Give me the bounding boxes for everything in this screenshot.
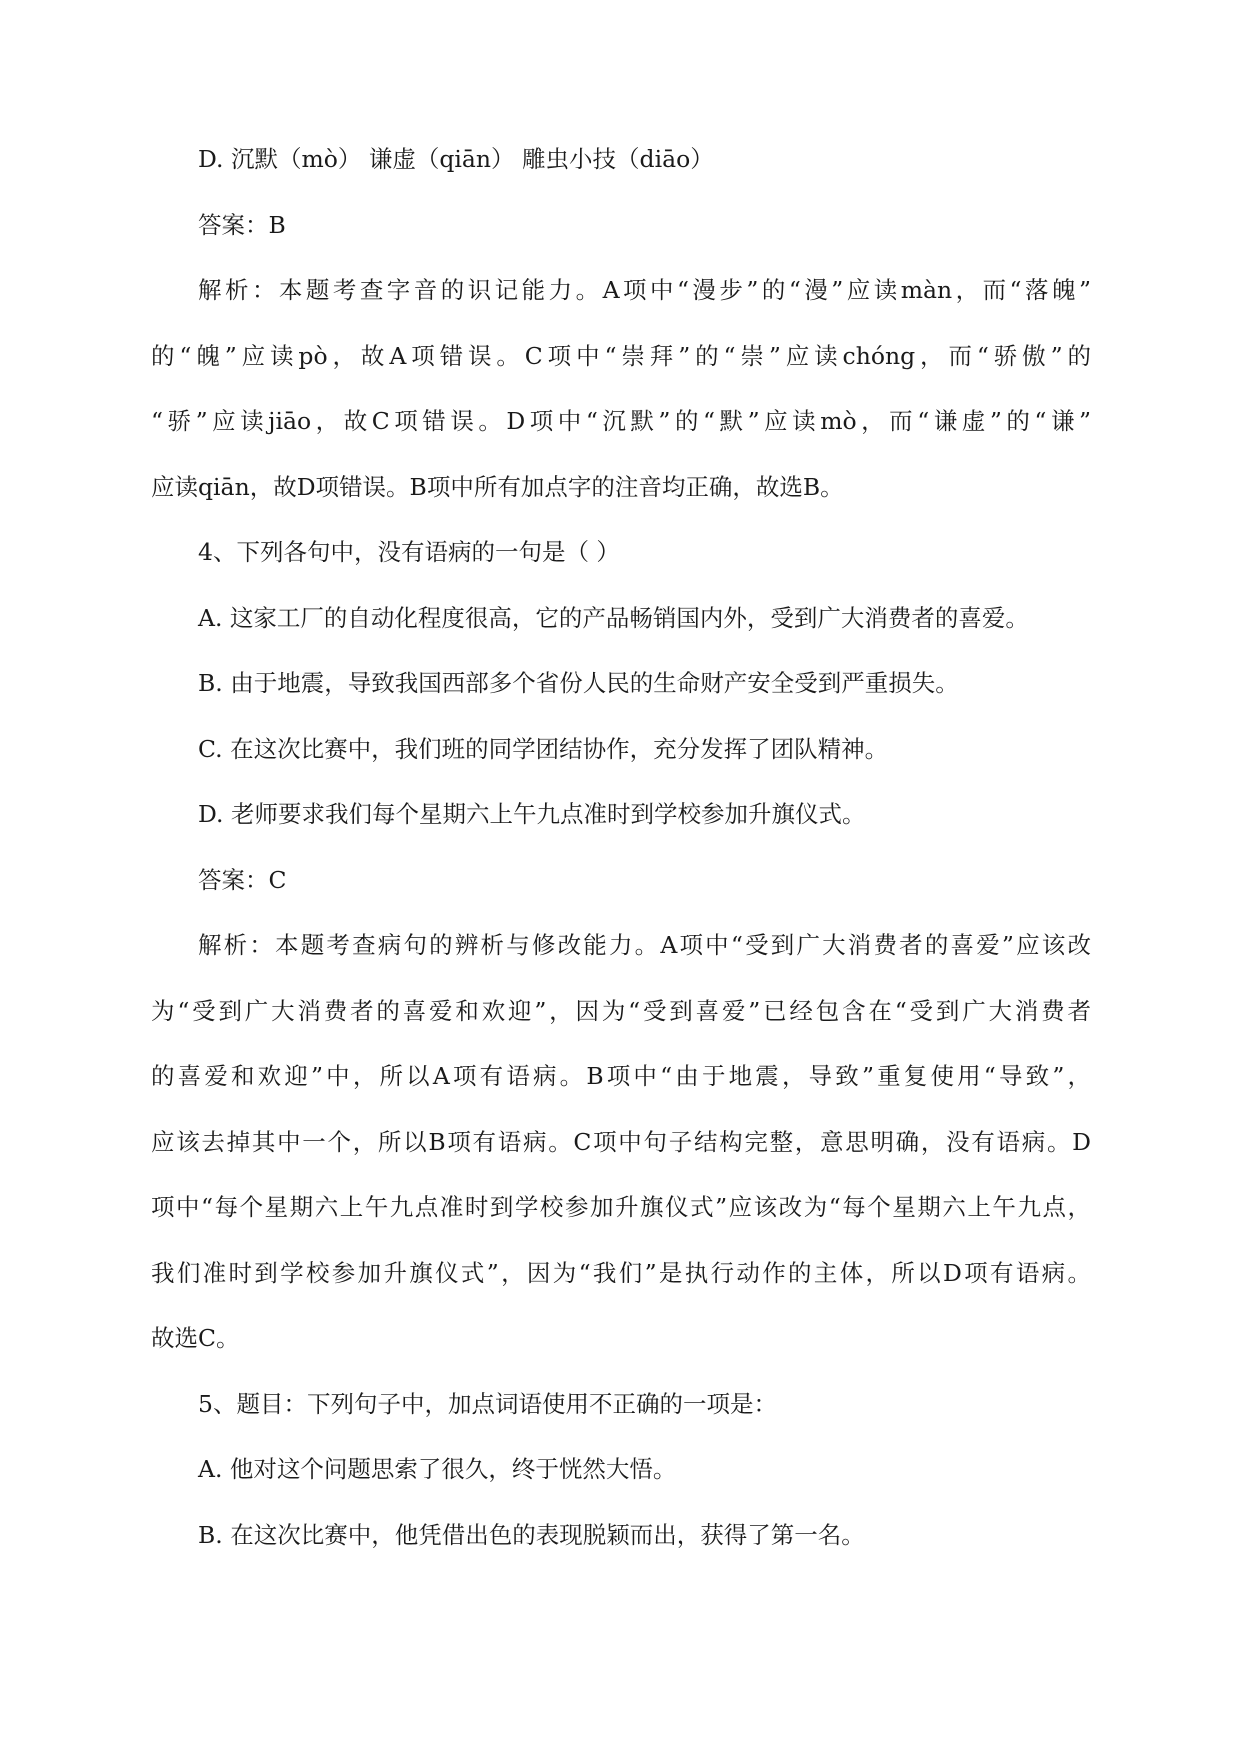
document-body: [151, 144, 1091, 1585]
q4-analysis-line: 为“受到广大消费者的喜爱和欢迎”，因为“受到喜爱”已经包含在“受到广大消费者: [151, 996, 1091, 1025]
q4-option-b: B. 由于地震，导致我国西部多个省份人民的生命财产安全受到严重损失。: [198, 669, 959, 697]
q4-analysis-line: 解析：本题考查病句的辨析与修改能力。A项中“受到广大消费者的喜爱”应该改: [198, 931, 1091, 959]
q4-option-d: D. 老师要求我们每个星期六上午九点准时到学校参加升旗仪式。: [198, 800, 866, 828]
q3-answer: 答案：B: [198, 210, 286, 239]
q4-analysis: [151, 930, 1091, 1389]
q4-analysis-line: 应该去掉其中一个，所以B项有语病。C项中句子结构完整，意思明确，没有语病。D: [151, 1127, 1091, 1156]
q4-analysis-line: 故选C。: [151, 1324, 240, 1352]
q4-analysis-line: 的喜爱和欢迎”中，所以A项有语病。B项中“由于地震，导致”重复使用“导致”，: [151, 1062, 1091, 1090]
q4-option-a: A. 这家工厂的自动化程度很高，它的产品畅销国内外，受到广大消费者的喜爱。: [198, 603, 1029, 632]
q3-analysis-line: 应读qiān，故D项错误。B项中所有加点字的注音均正确，故选B。: [151, 472, 844, 501]
q3-option-d: D. 沉默（mò） 谦虚（qiān） 雕虫小技（diāo）: [198, 145, 714, 173]
q4-analysis-line: 我们准时到学校参加升旗仪式”，因为“我们”是执行动作的主体，所以D项有语病。: [151, 1258, 1091, 1287]
q4-question: 4、下列各句中，没有语病的一句是（ ）: [198, 538, 620, 566]
q4-answer: 答案：C: [198, 865, 287, 894]
q3-analysis-line: 解析：本题考查字音的识记能力。A项中“漫步”的“漫”应读màn，而“落魄”: [198, 276, 1091, 304]
q4-analysis-line: 项中“每个星期六上午九点准时到学校参加升旗仪式”应该改为“每个星期六上午九点，: [151, 1193, 1091, 1221]
q3-analysis-line: “骄”应读jiāo，故C项错误。D项中“沉默”的“默”应读mò，而“谦虚”的“谦”: [151, 407, 1091, 435]
q5-question: 5、题目：下列句子中，加点词语使用不正确的一项是：: [198, 1389, 777, 1418]
q3-analysis-line: 的“魄”应读pò，故A项错误。C项中“崇拜”的“崇”应读chóng，而“骄傲”的: [151, 341, 1091, 370]
q4-option-c: C. 在这次比赛中，我们班的同学团结协作，充分发挥了团队精神。: [198, 734, 889, 763]
q5-option-b: B. 在这次比赛中，他凭借出色的表现脱颖而出，获得了第一名。: [198, 1520, 865, 1549]
q3-analysis: [151, 275, 1091, 537]
q5-option-a: A. 他对这个问题思索了很久，终于恍然大悟。: [198, 1455, 677, 1483]
